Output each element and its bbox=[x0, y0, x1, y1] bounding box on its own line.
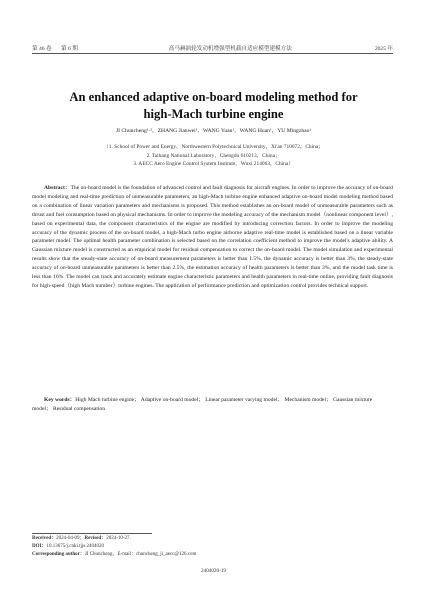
corresponding-line bbox=[32, 551, 393, 559]
year: 2025 年 bbox=[374, 46, 393, 52]
affiliation-2: 2. Taihang National Laboratory，Chengdu 610213，China； bbox=[146, 152, 281, 159]
abstract-text: The on-board model is the foundation of advanced control and fault diagnosis for aircraft engines. In order to improve the accuracy of on-board model modeling and real-time prediction of unmeasurable parameters, an high-Mach turbine engine enhanced adaptive on-board model modeling method based on a combination of linear variation parameters and mechanisms is proposed. This method establishes an on-board model of unmeasurable parameters such as thrust and fuel consumption based on physical mechanisms. In order to improve the modeling accuracy of the mechanism model（nonlinear component level）, based on experimental data, the component characteristics of the engine are modified by introducing correction factors. In order to improve the modeling accuracy of the dynamic process of the on-board model, a high-Mach turbo engine airborne adaptive real-time model is established based on a linear variable parameter model. The optimal health parameter combination is selected based on the correlation coefficient method to improve the model's adaptive ability. A Gaussian mixture model is constructed as an empirical model for residual compensation to correct the on-board model. The model simulation and experimental results show that the steady-state accuracy of on-board measurement parameters is better than 1.5%, the dynamic accuracy is better than 3%, the steady-state accuracy of on-board unmeasurable parameters is better than 2.5%, the estimation accuracy of health parameters is better than 3%, and the model task time is less than 16%. The model can track and accurately estimate engine characteristic parameters and health parameters in real-time online, providing fault diagnosis for high-speed（high Mach number）turbine engines. The application of performance prediction and optimization control provides technical support. bbox=[32, 185, 393, 289]
running-header bbox=[32, 44, 393, 52]
title-line-2: high-Mach turbine engine bbox=[143, 107, 284, 121]
footnote-rule bbox=[32, 533, 152, 534]
paper-title bbox=[40, 89, 387, 123]
keywords-text: High Mach turbine engine； Adaptive on-board model； Linear parameter varying model； Mechanism model； Gaussian mixture model； Residual compensation bbox=[32, 397, 373, 412]
affiliation-1: （1. School of Power and Energy，Northwestern Polytechnical University，Xi'an 710072，China； bbox=[103, 144, 324, 150]
title-line-1: An enhanced adaptive on-board modeling method for bbox=[69, 90, 358, 104]
revised-date: 2024-10-27. bbox=[106, 536, 131, 541]
abstract bbox=[32, 184, 393, 291]
corresponding-value: JI Chuncheng，E-mail：chuncheng_ji_aecc@126.com bbox=[84, 552, 197, 557]
author-list: JI Chuncheng¹·²，ZHANG Jianwei¹，WANG Yuan¹，WANG Huan¹，YU Mingzhao¹ bbox=[115, 128, 312, 134]
volume-issue bbox=[32, 44, 86, 52]
volume: 第 46 卷 bbox=[32, 46, 52, 52]
received-line bbox=[32, 535, 393, 543]
received-date: 2024-04-09； bbox=[56, 536, 85, 541]
keywords bbox=[32, 396, 393, 414]
footnotes bbox=[32, 535, 393, 559]
affiliation-3: 3. AECC Aero Engine Control System Institute，Wuxi 214063，China） bbox=[133, 161, 294, 168]
received-label: Received： bbox=[32, 536, 57, 541]
doi-value: 10.13675/j.cnki.tjjs.2404020 bbox=[46, 544, 104, 549]
keywords-label: Key words： bbox=[44, 397, 76, 403]
page-number: 2404020-19 bbox=[200, 568, 227, 574]
corresponding-label: Corresponding author： bbox=[32, 552, 85, 557]
affiliations bbox=[60, 143, 367, 169]
doi-label: DOI： bbox=[32, 544, 47, 549]
revised-label: Revised： bbox=[84, 536, 107, 541]
issue: 第 6 期 bbox=[61, 46, 78, 52]
running-title: 高马赫涡轮发动机增强型机载自适应模型建模方法 bbox=[168, 46, 292, 52]
abstract-label: Abstract： bbox=[44, 185, 71, 191]
header-rule bbox=[32, 53, 393, 54]
doi-line bbox=[32, 543, 393, 551]
